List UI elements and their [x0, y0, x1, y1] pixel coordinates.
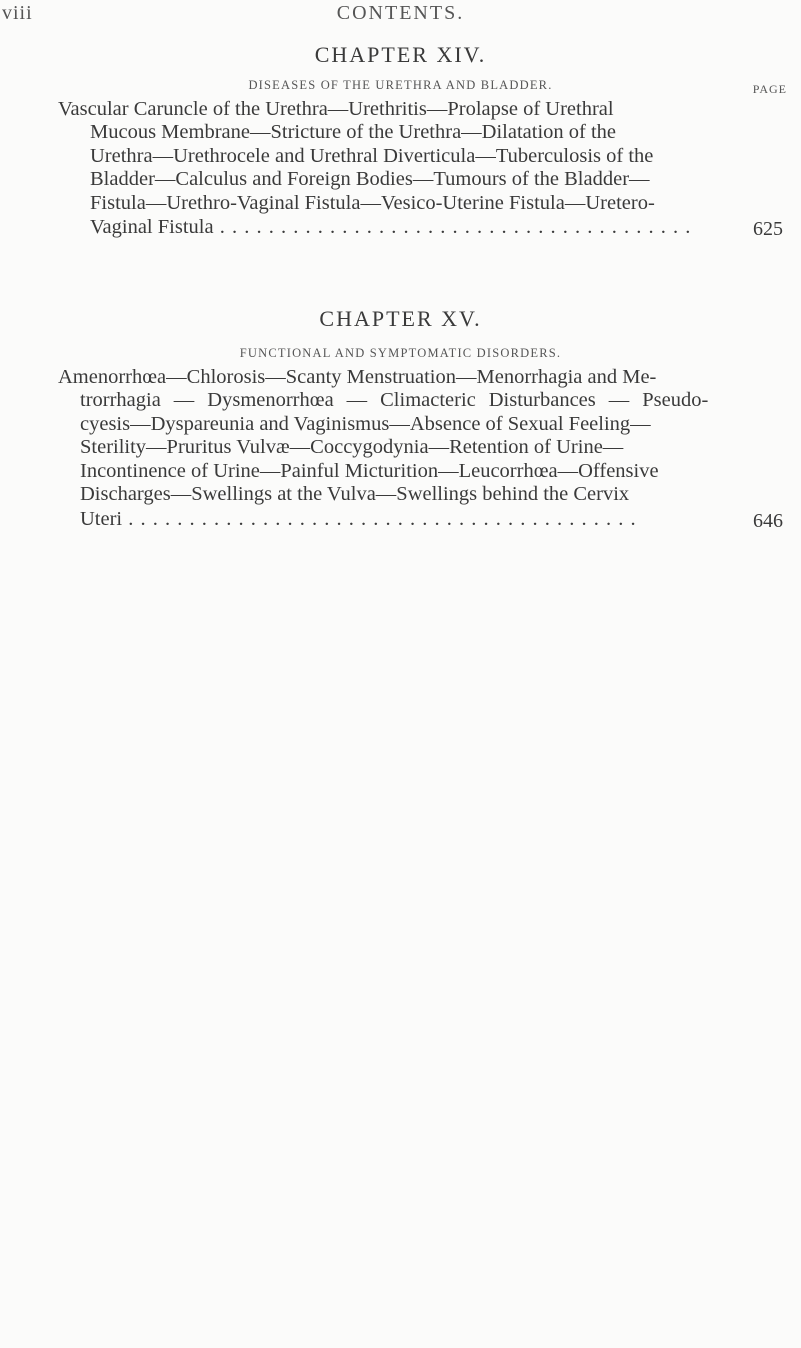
contents-line: Discharges—Swellings at the Vulva—Swellings behind the Cervix: [80, 483, 630, 506]
chapter-15-title: CHAPTER XV.: [319, 306, 482, 331]
chapter-14-last-line: [90, 216, 690, 239]
chapter-15-contents: [58, 366, 708, 506]
chapter-14-contents: [58, 98, 708, 215]
chapter-15-last-line: [80, 508, 690, 531]
contents-line: Incontinence of Urine—Painful Micturition—Leucorrhœa—Offensive: [80, 459, 659, 482]
contents-line: Amenorrhœa—Chlorosis—Scanty Menstruation—Menorrhagia and Me-: [58, 366, 657, 388]
contents-line: Uteri . . .: [80, 508, 690, 531]
contents-line: Urethra—Urethrocele and Urethral Diverticula—Tuberculosis of the: [90, 144, 654, 167]
running-head: CONTENTS.: [336, 2, 465, 24]
contents-line: Bladder—Calculus and Foreign Bodies—Tumours of the Bladder—: [90, 168, 650, 191]
folio-number: viii: [2, 2, 33, 24]
contents-line: Vascular Caruncle of the Urethra—Urethritis—Prolapse of Urethral: [58, 98, 614, 120]
chapter-14-title: CHAPTER XIV.: [314, 42, 487, 67]
contents-line: Vaginal Fistula . . .: [90, 216, 690, 239]
chapter-14-subtitle: DISEASES OF THE URETHRA AND BLADDER.: [248, 78, 553, 92]
contents-line: cyesis—Dyspareunia and Vaginismus—Absence of Sexual Feeling—: [80, 412, 651, 435]
contents-line: Sterility—Pruritus Vulvæ—Coccygodynia—Retention of Urine—: [80, 436, 624, 459]
contents-line: Fistula—Urethro-Vaginal Fistula—Vesico-Uterine Fistula—Uretero-: [90, 191, 655, 214]
contents-line: trorrhagia — Dysmenorrhœa — Climacteric Disturbances — Pseudo-: [80, 389, 709, 412]
chapter-15-page-number: 646: [753, 510, 783, 532]
page-column-label: PAGE: [752, 82, 787, 96]
chapter-15-subtitle: FUNCTIONAL AND SYMPTOMATIC DISORDERS.: [239, 346, 562, 360]
contents-line: Mucous Membrane—Stricture of the Urethra—Dilatation of the: [90, 121, 617, 144]
chapter-14-page-number: 625: [753, 218, 783, 240]
